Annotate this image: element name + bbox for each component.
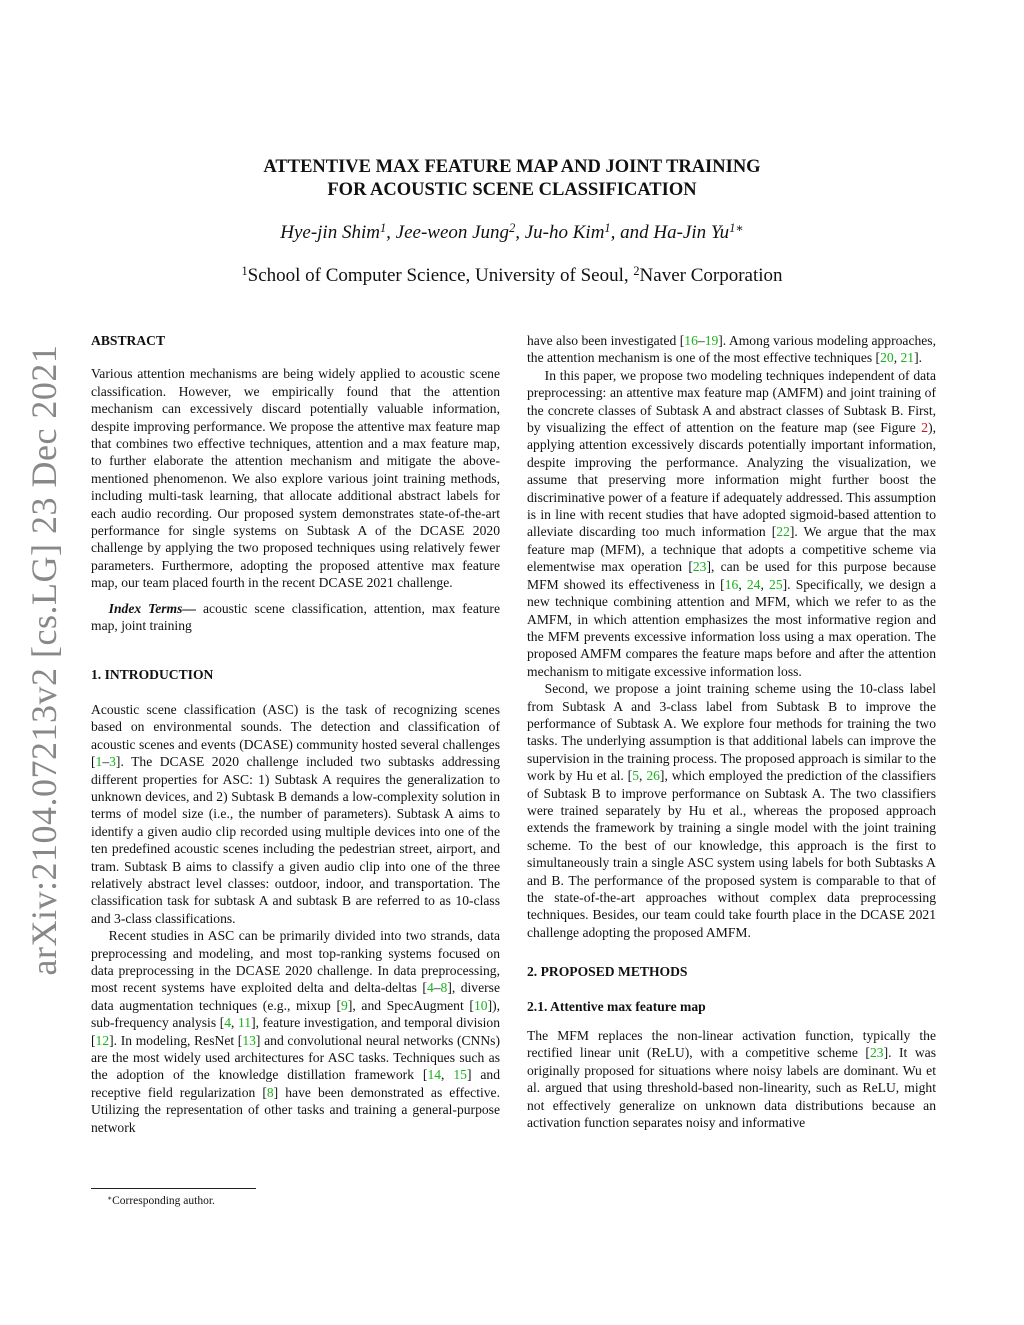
text-run: ]. We argue that the max feature map (MFM), a technique that adopts a competitive scheme via elementwise max operation [ [527, 524, 936, 575]
text-run: ], feature investigation, and temporal division [ [91, 1015, 501, 1048]
intro-paragraph-4 [527, 367, 936, 680]
text-run: ]. In modeling, ResNet [ [109, 1032, 243, 1048]
affil-2: Naver Corporation [639, 265, 783, 286]
text-run: , [441, 1067, 454, 1083]
text-run: ]. [914, 350, 923, 366]
author-3: Ju-ho Kim [524, 222, 605, 243]
text-run: ], which employed the prediction of the classifiers of Subtask B to improve performance on Subtask A. The two classifiers were trained separately by Hu et al., whereas the proposed approach extends the framework by training a single model with the joint training scheme. To the best of our knowledge, this approach is the first to simultaneously train a single ASC system using labels for both Subtasks A and B. The performance of the proposed system is comparable to that of the state-of-the-art approaches without complex data preprocessing techniques. Besides, our team could take fourth place in the DCASE 2021 challenge adopting the proposed AMFM. [527, 768, 937, 940]
intro-paragraph-3 [527, 332, 936, 367]
text-run: ), applying attention excessively discards potentially important information, despite improving the performance. Analyzing the visualization, we assume that preserving more information might further boost the discriminative power of a feature if adequately addressed. This assumption is in line with recent studies that have adopted sigmoid-based attention to alleviate discarding too much information [ [527, 420, 936, 540]
index-terms-text: acoustic scene classification, attention, max feature map, joint training [91, 600, 500, 634]
text-run: ], can be used for this purpose because MFM showed its effectiveness in [ [527, 559, 936, 592]
abstract-text: Various attention mechanisms are being widely applied to acoustic scene classification. However, we empirically found that the attention mechanism can excessively discard potentially valuable information, despite improving performance. We propose the attentive max feature map that combines two effective techniques, attention and a max feature map, to further elaborate the attention mechanism and mitigate the above-mentioned phenomenon. We also explore various joint training methods, including multi-task learning, that allocate additional abstract labels for each audio recording. Our proposed system demonstrates state-of-the-art performance for single systems on Subtask A of the DCASE 2020 challenge by applying the two proposed techniques using relatively fewer parameters. Furthermore, adopting the proposed attentive max feature map, our team placed fourth in the recent DCASE 2021 challenge. [91, 366, 500, 591]
citation-link[interactable]: 8 [440, 980, 448, 996]
author-1: Hye-jin Shim [280, 222, 380, 243]
abstract-heading: ABSTRACT [91, 333, 166, 348]
text-run: Acoustic scene classification (ASC) is the task of recognizing scenes based on environmental sounds. The detection and classification of acoustic scenes and events (DCASE) community hosted several challenges [ [91, 701, 500, 770]
title-line-2: FOR ACOUSTIC SCENE CLASSIFICATION [327, 180, 697, 200]
text-run: , [760, 576, 770, 592]
citation-link[interactable]: 14 [427, 1067, 442, 1083]
text-run: ], diverse data augmentation techniques (e.g., mixup [ [91, 980, 500, 1013]
author-2: Jee-weon Jung [395, 222, 510, 243]
citation-link[interactable]: 12 [95, 1032, 110, 1048]
text-run: Recent studies in ASC can be primarily divided into two strands, data preprocessing and modeling, and most top-ranking systems focused on data preprocessing in the DCASE 2020 challenge. In data preprocessing, most recent systems have exploited delta and delta-deltas [ [91, 928, 500, 996]
text-run: , [639, 768, 647, 784]
index-terms [91, 600, 500, 635]
figure-link[interactable]: 2 [921, 420, 929, 436]
citation-link[interactable]: 16 [684, 333, 698, 348]
citation-link[interactable]: 15 [453, 1067, 467, 1083]
author-separator: , [515, 222, 525, 243]
citation-link[interactable]: 9 [341, 997, 348, 1013]
text-run: ]), sub-frequency analysis [ [91, 997, 501, 1031]
title-line-1: ATTENTIVE MAX FEATURE MAP AND JOINT TRAINING [263, 157, 761, 177]
citation-link[interactable]: 19 [704, 333, 719, 348]
arxiv-side-stamp: arXiv:2104.07213v2 [cs.LG] 23 Dec 2021 [24, 344, 64, 976]
citation-link[interactable]: 8 [266, 1084, 274, 1100]
text-run: Second, we propose a joint training scheme using the 10-class label from Subtask A and 3-class label from Subtask B to improve the performance of Subtask A. We explore four methods for training the two tasks. The underlying assumption is that additional labels can improve the supervision in the training process. The proposed approach is similar to the work by Hu et al. [ [527, 681, 936, 784]
citation-link[interactable]: 5 [632, 768, 640, 784]
citation-link[interactable]: 21 [900, 350, 915, 366]
method-paragraph-1 [527, 1027, 936, 1131]
author-separator: , [386, 222, 396, 243]
citation-link[interactable]: 26 [646, 768, 660, 784]
text-run: have also been investigated [ [527, 333, 685, 348]
text-run: ]. Specifically, we design a new technique combining attention and MFM, which we refer to as the AMFM, in which attention emphasizes the most informative region and the MFM prevents excessive information loss using a max operation. The proposed AMFM compares the feature maps before and after the attention mechanism to mitigate excessive information loss. [527, 576, 937, 679]
author-4-affil: 1∗ [729, 220, 744, 235]
affil-1-marker: 1 [241, 263, 248, 278]
text-run: – [433, 980, 441, 996]
citation-link[interactable]: 11 [238, 1015, 252, 1031]
footnote [107, 1195, 215, 1207]
citation-link[interactable]: 1 [95, 754, 103, 770]
citation-link[interactable]: 23 [692, 559, 707, 575]
affil-2-marker: 2 [633, 263, 640, 278]
citation-link[interactable]: 16 [724, 576, 739, 592]
footnote-text: Corresponding author. [112, 1195, 215, 1207]
text-run: ]. Among various modeling approaches, the attention mechanism is one of the most effective techniques [ [527, 333, 936, 366]
author-list [0, 222, 1024, 244]
section-1-heading: 1. INTRODUCTION [91, 666, 214, 682]
author-3-affil: 1 [604, 220, 611, 235]
citation-link[interactable]: 3 [109, 754, 116, 770]
index-terms-label: Index Terms— [108, 600, 196, 616]
citation-link[interactable]: 20 [880, 350, 894, 366]
author-1-affil: 1 [379, 220, 387, 235]
text-run: ], and SpecAugment [ [347, 997, 474, 1013]
affil-1: School of Computer Science, University of Seoul, [247, 265, 634, 286]
text-run: , [231, 1015, 239, 1031]
section-2-heading: 2. PROPOSED METHODS [527, 964, 688, 980]
citation-link[interactable]: 4 [426, 980, 434, 996]
footnote-marker: ∗ [107, 1193, 113, 1203]
citation-link[interactable]: 22 [776, 524, 790, 540]
author-2-affil: 2 [509, 220, 516, 235]
text-run: – [102, 754, 110, 770]
text-run: In this paper, we propose two modeling techniques independent of data preprocessing: an attentive max feature map (AMFM) and joint training of the concrete classes of Subtask A and abstract classes of Subtask B. First, by visualizing the effect of attention on the feature map (see Figure [527, 367, 936, 436]
intro-paragraph-2 [91, 927, 500, 1136]
right-column [527, 332, 936, 1131]
text-run: ] and receptive field regularization [ [91, 1067, 501, 1100]
text-run: – [697, 333, 705, 348]
citation-link[interactable]: 10 [473, 997, 488, 1013]
citation-link[interactable]: 24 [746, 576, 761, 592]
citation-link[interactable]: 13 [242, 1032, 256, 1048]
author-separator-and: , and [610, 222, 654, 243]
text-run: The MFM replaces the non-linear activation function, typically the rectified linear unit (ReLU), with a competitive scheme [ [527, 1028, 936, 1061]
text-run: ]. It was originally proposed for situations where noisy labels are dominant. Wu et al. argued that using threshold-based non-linearity, such as ReLU, might not effectively generalize on unknown data distributions because an activation function separates noisy and informative [527, 1045, 936, 1131]
left-column [91, 332, 500, 1136]
author-4: Ha-Jin Yu [653, 222, 730, 243]
citation-link[interactable]: 23 [869, 1045, 884, 1061]
text-run: , [893, 350, 901, 366]
subsection-2-1-heading: 2.1. Attentive max feature map [527, 998, 706, 1014]
footnote-rule [91, 1188, 256, 1189]
text-run: ] have been demonstrated as effective. Utilizing the representation of other tasks and training a general-purpose network [91, 1084, 500, 1135]
intro-paragraph-1 [91, 701, 500, 927]
text-run: , [738, 576, 747, 592]
intro-paragraph-5 [527, 680, 936, 941]
affiliations [0, 265, 1024, 287]
citation-link[interactable]: 25 [769, 576, 783, 592]
text-run: ]. The DCASE 2020 challenge included two subtasks addressing different properties for ASC: 1) Subtask A requires the generalization to unknown devices, and 2) Subtask B demands a low-complexity solution in terms of model size (i.e., the number of parameters). Subtask A aims to identify a given audio clip recorded using multiple devices into one of the ten predefined acoustic scenes including the pedestrian street, airport, and tram. Subtask B aims to classify a given audio clip into one of the three relatively abstract level classes: outdoor, indoor, and transportation. The classification task for subtask A and subtask B are referred to as 10-class and 3-class classifications. [91, 754, 500, 926]
citation-link[interactable]: 4 [224, 1015, 232, 1031]
text-run: ] and convolutional neural networks (CNNs) are the most widely used architectures for ASC tasks. Techniques such as the adoption of the knowledge distillation framework [ [91, 1032, 500, 1083]
paper-title [0, 156, 1024, 202]
